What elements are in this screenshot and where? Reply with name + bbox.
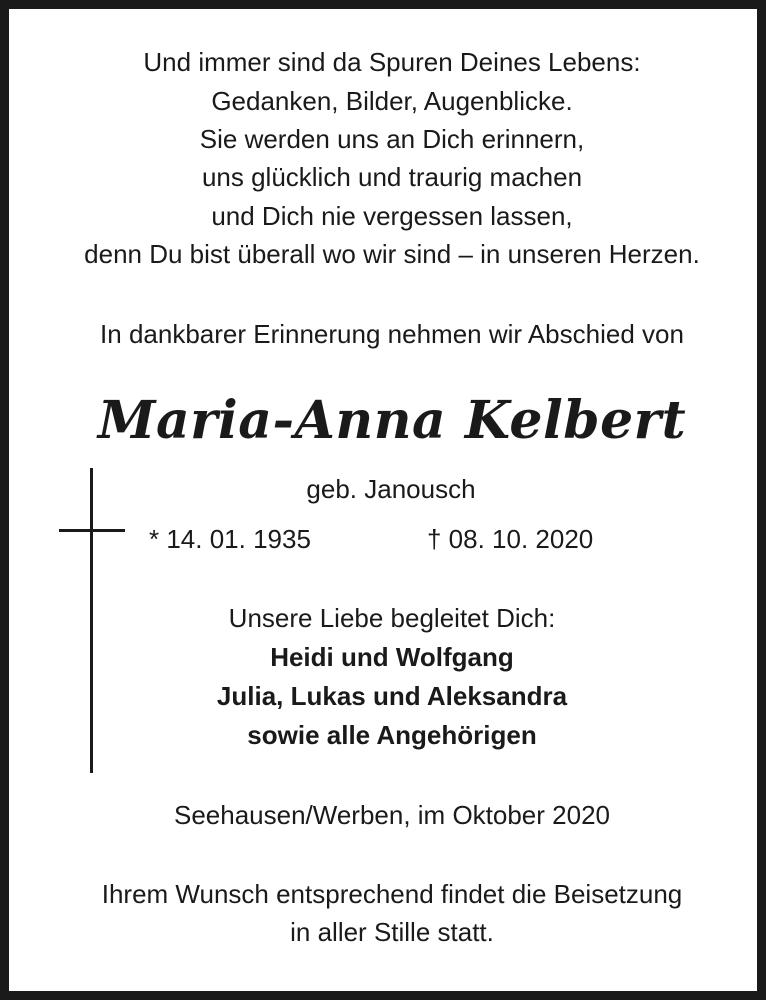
maiden-name: geb. Janousch <box>306 474 476 504</box>
poem-line-2: Gedanken, Bilder, Augenblicke. <box>211 86 573 116</box>
deceased-name: Maria-Anna Kelbert <box>97 390 687 451</box>
poem-line-1: Und immer sind da Spuren Deines Lebens: <box>143 47 641 77</box>
poem-line-5: und Dich nie vergessen lassen, <box>211 201 573 231</box>
poem-line-4: uns glücklich und traurig machen <box>201 162 583 192</box>
cross-icon-bar <box>59 529 125 532</box>
mourners-line-1: Heidi und Wolfgang <box>270 642 514 672</box>
farewell-intro: In dankbarer Erinnerung nehmen wir Abschied von <box>100 319 684 349</box>
death-date: † 08. 10. 2020 <box>427 524 594 554</box>
mourners-line-3: sowie alle Angehörigen <box>247 720 537 750</box>
funeral-note-line-1: Ihrem Wunsch entsprechend findet die Beisetzung <box>101 879 683 909</box>
mourners-intro: Unsere Liebe begleitet Dich: <box>228 603 556 633</box>
funeral-note-line-2: in aller Stille statt. <box>290 917 494 947</box>
place-date: Seehausen/Werben, im Oktober 2020 <box>173 800 610 830</box>
mourners-line-2: Julia, Lukas und Aleksandra <box>216 681 568 711</box>
poem-line-3: Sie werden uns an Dich erinnern, <box>199 124 585 154</box>
poem-line-6: denn Du bist überall wo wir sind – in unseren Herzen. <box>84 239 700 269</box>
birth-date: * 14. 01. 1935 <box>149 524 311 554</box>
